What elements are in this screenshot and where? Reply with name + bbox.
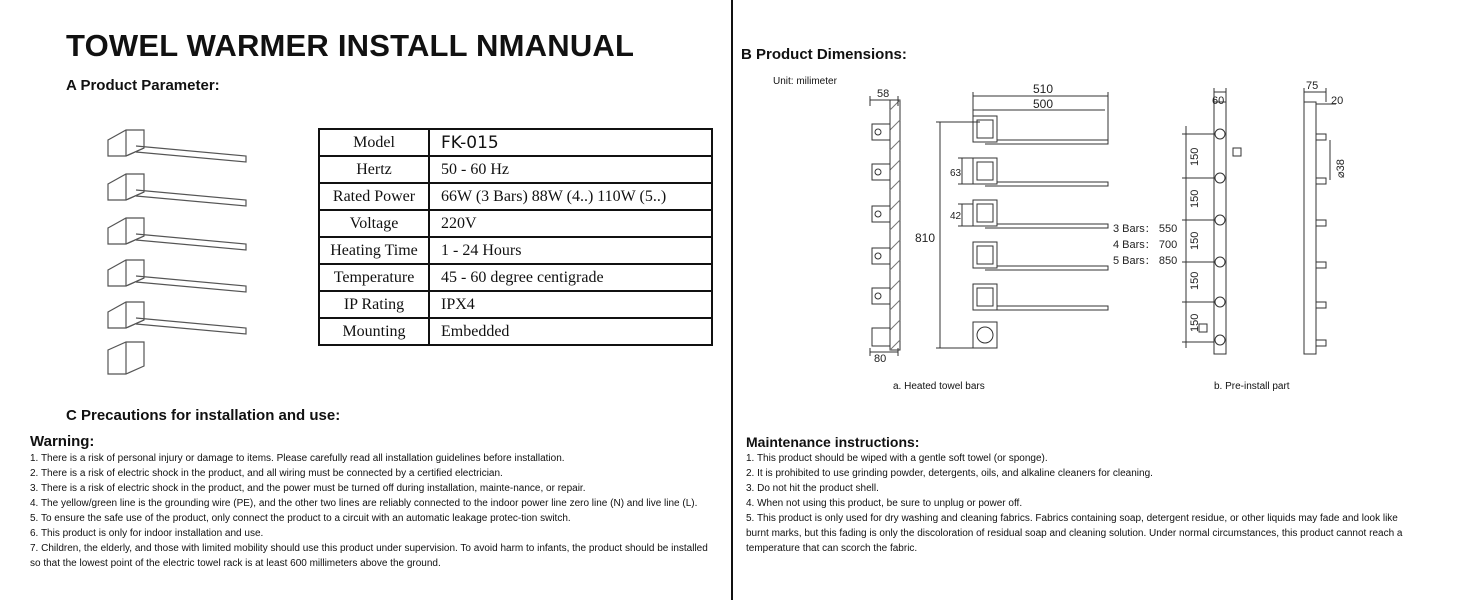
list-item: 2. There is a risk of electric shock in the product, and all wiring must be connected by a certified electrician. [30, 468, 503, 479]
towel-bar-4 [108, 260, 246, 292]
towel-bar-5 [108, 302, 246, 334]
table-row [319, 291, 712, 318]
table-row [319, 183, 712, 210]
dim-58: 58 [877, 88, 890, 100]
towel-base-block [108, 342, 144, 374]
dim-20: 20 [1331, 95, 1344, 107]
bars-3: 3 Bars： 550 [1113, 223, 1178, 235]
list-item: 6. This product is only for indoor installation and use. [30, 528, 264, 539]
dim-500: 500 [1033, 97, 1054, 111]
table-row [319, 237, 712, 264]
preinstall-side-view [1304, 102, 1326, 354]
unit-label: Unit: milimeter [773, 76, 837, 87]
table-row [319, 156, 712, 183]
list-item: 5. To ensure the safe use of the product, only connect the product to a circuit with an automatic leakage protec-tion switch. [30, 513, 571, 524]
table-row [319, 210, 712, 237]
warning-list [30, 451, 730, 571]
param-value: 1 - 24 Hours [429, 237, 712, 264]
dim-60: 60 [1212, 95, 1225, 107]
list-item: 4. When not using this product, be sure to unplug or power off. [746, 498, 1023, 509]
towel-bar-1 [108, 130, 246, 162]
table-row [319, 318, 712, 345]
table-row [319, 264, 712, 291]
param-value: 45 - 60 degree centigrade [429, 264, 712, 291]
towel-rack-illustration [96, 118, 256, 378]
param-key: Voltage [319, 210, 429, 237]
page-title: TOWEL WARMER INSTALL NMANUAL [66, 28, 635, 63]
param-key: IP Rating [319, 291, 429, 318]
list-item: 1. This product should be wiped with a gentle soft towel (or sponge). [746, 453, 1048, 464]
dim-80: 80 [874, 353, 887, 365]
dim-150-5: 150 [1189, 313, 1201, 332]
param-value: 66W (3 Bars) 88W (4..) 110W (5..) [429, 183, 712, 210]
list-item: 4. The yellow/green line is the grounding wire (PE), and the other two lines are reliably connected to the indoor power line zero line (N) and live line (L). [30, 498, 698, 509]
dim-510: 510 [1033, 82, 1054, 96]
dim-810: 810 [915, 231, 936, 245]
param-key: Temperature [319, 264, 429, 291]
precautions-heading: C Precautions for installation and use: [66, 407, 341, 424]
list-item: 3. Do not hit the product shell. [746, 483, 879, 494]
towel-bar-3 [108, 218, 246, 250]
bar-front-view [973, 116, 1108, 348]
list-item: 5. This product is only used for dry washing and cleaning fabrics. Fabrics containing soap, detergent residue, or other liquids may fade and look like [746, 513, 1398, 524]
list-item: burnt marks, but this fading is only the discoloration of residual soap and cleaning solution. Under normal circumstances, this product cannot reach a [746, 528, 1403, 539]
caption-preinstall-part: b. Pre-install part [1214, 381, 1290, 392]
param-key: Heating Time [319, 237, 429, 264]
dim-63: 63 [950, 168, 962, 179]
param-value: Embedded [429, 318, 712, 345]
bars-5: 5 Bars： 850 [1113, 255, 1178, 267]
dim-38: ⌀38 [1335, 159, 1347, 178]
param-value: IPX4 [429, 291, 712, 318]
dim-150-1: 150 [1189, 147, 1201, 166]
column-divider [731, 0, 733, 600]
product-parameter-heading: A Product Parameter: [66, 77, 220, 94]
table-row [319, 129, 712, 156]
param-key: Rated Power [319, 183, 429, 210]
warning-title: Warning: [30, 433, 95, 450]
caption-heated-towel-bars: a. Heated towel bars [893, 381, 985, 392]
dimension-drawing [740, 80, 1460, 400]
param-value: 50 - 60 Hz [429, 156, 712, 183]
list-item: temperature that can scorch the fabric. [746, 543, 918, 554]
dim-150-3: 150 [1189, 231, 1201, 250]
list-item: so that the lowest point of the electric towel rack is at least 600 millimeters above the ground. [30, 558, 441, 569]
bars-4: 4 Bars： 700 [1113, 239, 1178, 251]
towel-bar-2 [108, 174, 246, 206]
list-item: 3. There is a risk of electric shock in the product, and the power must be turned off during installation, mainte-nance, or repair. [30, 483, 586, 494]
list-item: 7. Children, the elderly, and those with limited mobility should use this product under supervision. To avoid harm to infants, the product should be installed [30, 543, 708, 554]
param-key: Hertz [319, 156, 429, 183]
preinstall-front-view [1199, 102, 1241, 354]
maintenance-list [746, 451, 1456, 556]
parameter-table [318, 128, 713, 346]
list-item: 1. There is a risk of personal injury or damage to items. Please carefully read all installation guidelines before installation. [30, 453, 565, 464]
param-key: Mounting [319, 318, 429, 345]
maintenance-title: Maintenance instructions: [746, 434, 920, 450]
wall-mount-side [872, 124, 890, 346]
dim-150-2: 150 [1189, 189, 1201, 208]
param-value: FK-015 [429, 129, 712, 156]
dim-150-4: 150 [1189, 271, 1201, 290]
list-item: 2. It is prohibited to use grinding powder, detergents, oils, and alkaline cleaners for cleaning. [746, 468, 1153, 479]
product-dimensions-heading: B Product Dimensions: [741, 46, 907, 63]
param-key: Model [319, 129, 429, 156]
param-value: 220V [429, 210, 712, 237]
dim-75: 75 [1306, 80, 1319, 92]
dim-42: 42 [950, 211, 962, 222]
